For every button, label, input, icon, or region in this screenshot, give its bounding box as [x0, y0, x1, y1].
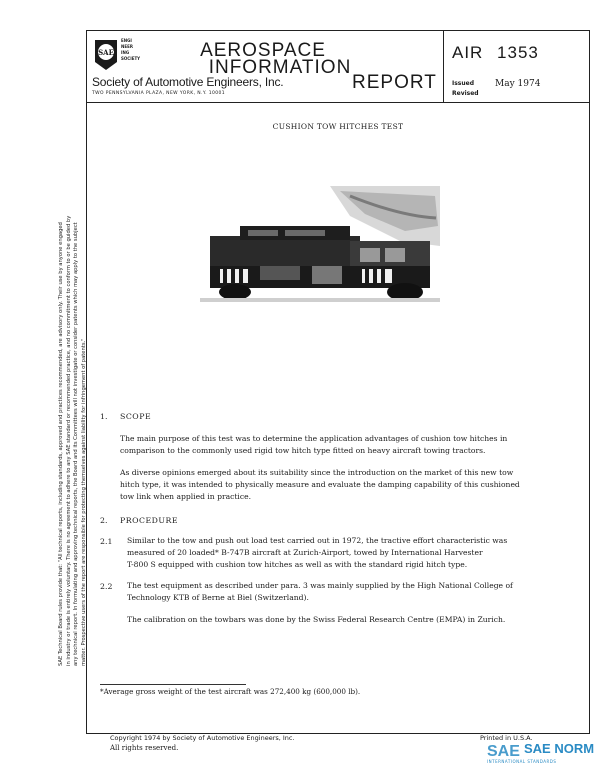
procedure-paragraph-2-1	[127, 535, 507, 571]
text-line: Similar to the tow and push out load test carried out in 1972, the tractive effort characteristic was	[127, 536, 508, 545]
logo-line: ING	[121, 50, 130, 55]
text-line: T-800 S equipped with cushion tow hitches as well as with the standard rigid hitch type.	[127, 560, 468, 569]
text-line: tow link when applied in practice.	[120, 492, 252, 501]
svg-text:SAE: SAE	[487, 743, 520, 760]
text-line: comparison to the commonly used rigid tow hitch type fitted on heavy aircraft towing tractors.	[120, 446, 486, 455]
footnote-rule	[100, 684, 246, 685]
side-disclaimer	[58, 116, 88, 666]
procedure-paragraph-2-2	[127, 580, 513, 604]
section-2-1-number: 2.1	[100, 537, 113, 546]
logo-line: NEER	[121, 44, 133, 49]
rights-line: All rights reserved.	[110, 744, 179, 752]
watermark-brand: SAE NORM	[524, 741, 595, 756]
text-line: hitch type, it was intended to physically measure and evaluate the damping capability of this cushioned	[120, 480, 520, 489]
issued-date: May 1974	[495, 79, 541, 89]
header-vertical-divider	[443, 30, 444, 102]
report-type-line3: REPORT	[352, 72, 437, 93]
disclaimer-line: any technical report. In formulating and approving technical reports, the Board and its Committees will not investigate or consider patents which may apply to the subject	[73, 222, 80, 666]
disclaimer-line: matter. Prospective users of the report are responsible for protecting themselves against liability for infringement of patents."	[80, 338, 87, 666]
document-number: AIR 1353	[452, 43, 539, 62]
report-type-line1: AEROSPACE	[200, 40, 326, 61]
page-frame	[86, 30, 590, 734]
text-line: measured of 20 loaded* B-747B aircraft at Zurich-Airport, towed by International Harvester	[127, 548, 483, 557]
revised-label: Revised	[452, 90, 479, 97]
footnote: *Average gross weight of the test aircraft was 272,400 kg (600,000 lb).	[100, 687, 361, 696]
svg-text:SAE: SAE	[98, 48, 114, 57]
disclaimer-line: SAE Technical Board rules provide that: "All technical reports, including standards, approved and practices recommended, are advisory only. Their use by anyone engaged	[58, 222, 64, 666]
printed-in: Printed in U.S.A.	[480, 734, 533, 742]
disclaimer-line: in industry or trade is entirely voluntary. There is no agreement to adhere to any SAE standard or recommended practice, and no commitment to conform to or be guided by	[65, 215, 72, 666]
text-line: The main purpose of this test was to determine the application advantages of cushion tow hitches in	[120, 434, 508, 443]
section-2-title: PROCEDURE	[120, 516, 179, 525]
section-1-number: 1.	[100, 412, 108, 421]
society-name: Society of Automotive Engineers, Inc.	[92, 75, 284, 89]
watermark-sub: INTERNATIONAL STANDARDS	[487, 759, 557, 764]
section-1-title: SCOPE	[120, 412, 152, 421]
logo-line: SOCIETY	[121, 56, 141, 61]
logo-wordmark	[121, 38, 143, 62]
issued-label: Issued	[452, 80, 475, 87]
text-line: Technology KTB of Berne at Biel (Switzerland).	[127, 593, 309, 602]
tow-tractor-photo	[200, 186, 440, 314]
document-title: CUSHION TOW HITCHES TEST	[272, 122, 404, 131]
sae-logo-icon	[93, 38, 119, 72]
text-line: The test equipment as described under para. 3 was mainly supplied by the High National College of	[127, 581, 513, 590]
text-line: As diverse opinions emerged about its suitability since the introduction on the market of this new tow	[120, 468, 514, 477]
scope-paragraph-1	[120, 433, 507, 457]
section-2-2-number: 2.2	[100, 582, 113, 591]
scope-paragraph-2	[120, 467, 520, 503]
header-divider	[86, 102, 590, 103]
report-type-line2: INFORMATION	[208, 57, 352, 78]
section-2-number: 2.	[100, 516, 108, 525]
logo-line: ENGI	[121, 38, 132, 43]
copyright-line: Copyright 1974 by Society of Automotive Engineers, Inc.	[110, 734, 295, 742]
calibration-paragraph: The calibration on the towbars was done by the Swiss Federal Research Centre (EMPA) in Zurich.	[127, 615, 506, 624]
society-address: TWO PENNSYLVANIA PLAZA, NEW YORK, N.Y. 10001	[92, 91, 226, 96]
